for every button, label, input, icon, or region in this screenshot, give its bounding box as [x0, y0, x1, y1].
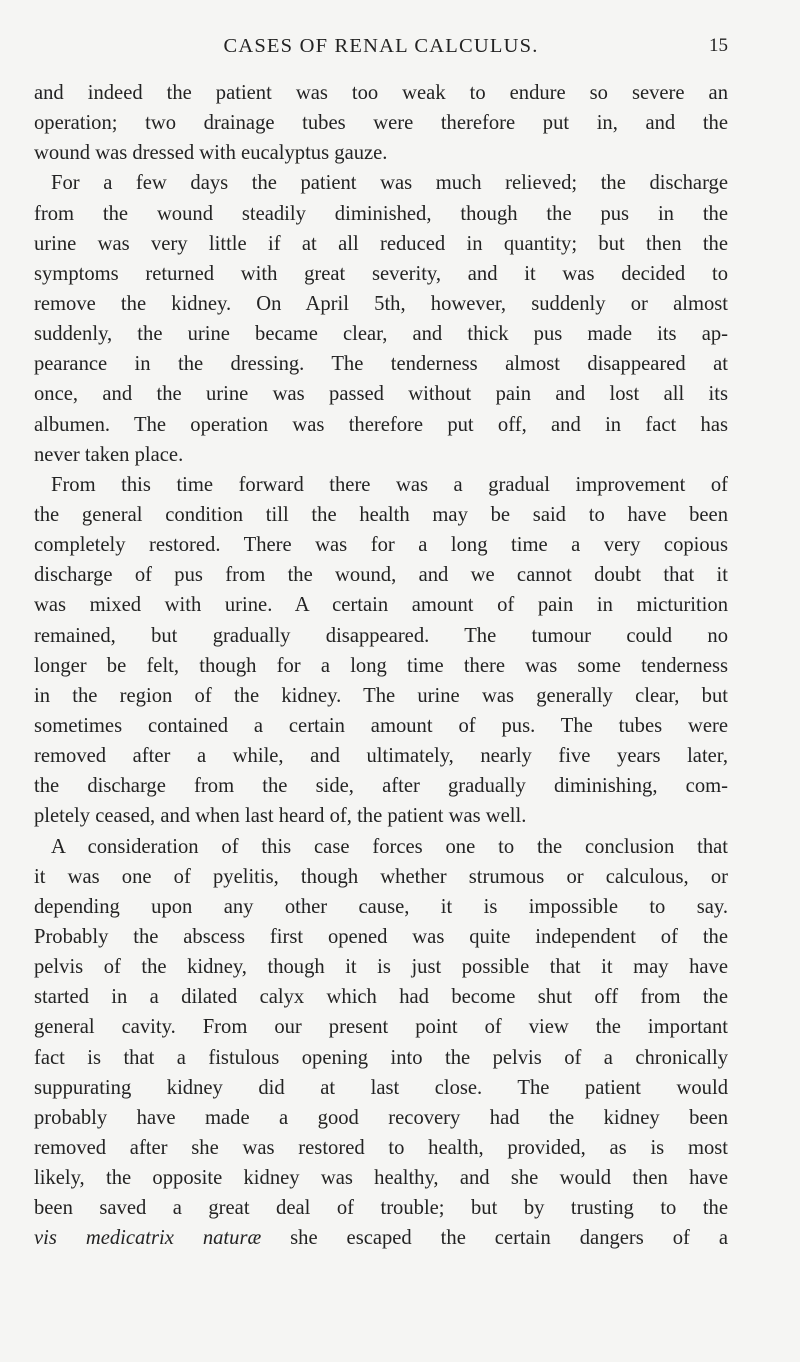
body-text [34, 78, 728, 1253]
text-line: pearance in the dressing. The tenderness almost disappeared at [34, 353, 728, 376]
text-line: it was one of pyelitis, though whether strumous or calculous, or [34, 865, 728, 888]
text-line: started in a dilated calyx which had become shut off from the [34, 986, 728, 1009]
page-number: 15 [709, 35, 728, 56]
text-line: For a few days the patient was much relieved; the discharge [51, 172, 728, 195]
text-line: completely restored. There was for a long time a very copious [34, 534, 728, 557]
text-line: Probably the abscess first opened was quite independent of the [34, 925, 728, 948]
text-line: general cavity. From our present point of view the important [34, 1016, 728, 1039]
text-line: probably have made a good recovery had the kidney been [34, 1106, 728, 1129]
text-line: removed after a while, and ultimately, nearly five years later, [34, 745, 728, 768]
text-line: in the region of the kidney. The urine was generally clear, but [34, 684, 728, 707]
text-line: sometimes contained a certain amount of pus. The tubes were [34, 714, 728, 737]
text-line: the discharge from the side, after gradually diminishing, com- [34, 775, 728, 798]
running-title: CASES OF RENAL CALCULUS. [223, 35, 539, 57]
text-line: and indeed the patient was too weak to endure so severe an [34, 82, 728, 104]
text-line: urine was very little if at all reduced in quantity; but then the [34, 232, 728, 255]
text-line: suppurating kidney did at last close. The patient would [34, 1076, 728, 1099]
text-line: suddenly, the urine became clear, and thick pus made its ap- [34, 323, 728, 346]
text-line: symptoms returned with great severity, and it was decided to [34, 262, 728, 285]
running-header [34, 30, 728, 62]
text-line: the general condition till the health may be said to have been [34, 503, 728, 526]
text-line: remained, but gradually disappeared. The tumour could no [34, 624, 728, 647]
text-line: From this time forward there was a gradual improvement of [51, 473, 728, 496]
text-line: depending upon any other cause, it is impossible to say. [34, 895, 728, 918]
latin-phrase: vis medicatrix naturæ [34, 1227, 262, 1250]
text-line: pelvis of the kidney, though it is just possible that it may have [34, 956, 728, 979]
text-line-final [34, 1223, 728, 1253]
text-line: from the wound steadily diminished, though the pus in the [34, 202, 728, 225]
text-line: pletely ceased, and when last heard of, the patient was well. [34, 805, 527, 828]
text-line: longer be felt, though for a long time there was some tenderness [34, 654, 728, 677]
text-line: albumen. The operation was therefore put off, and in fact has [34, 413, 728, 436]
text-line: never taken place. [34, 443, 184, 466]
text-line: been saved a great deal of trouble; but by trusting to the [34, 1197, 728, 1220]
text-line: discharge of pus from the wound, and we cannot doubt that it [34, 564, 728, 587]
text-line: fact is that a fistulous opening into the pelvis of a chronically [34, 1046, 728, 1069]
text-line: operation; two drainage tubes were therefore put in, and the [34, 112, 728, 135]
text-line: likely, the opposite kidney was healthy, and she would then have [34, 1167, 728, 1190]
final-line-text: she escaped the certain dangers of a [290, 1227, 728, 1250]
text-line: removed after she was restored to health, provided, as is most [34, 1136, 728, 1159]
text-line: A consideration of this case forces one to the conclusion that [51, 835, 728, 858]
text-line: was mixed with urine. A certain amount of pain in micturition [34, 594, 728, 617]
text-line: remove the kidney. On April 5th, however, suddenly or almost [34, 292, 728, 315]
text-line: wound was dressed with eucalyptus gauze. [34, 142, 388, 165]
text-line: once, and the urine was passed without pain and lost all its [34, 383, 728, 406]
